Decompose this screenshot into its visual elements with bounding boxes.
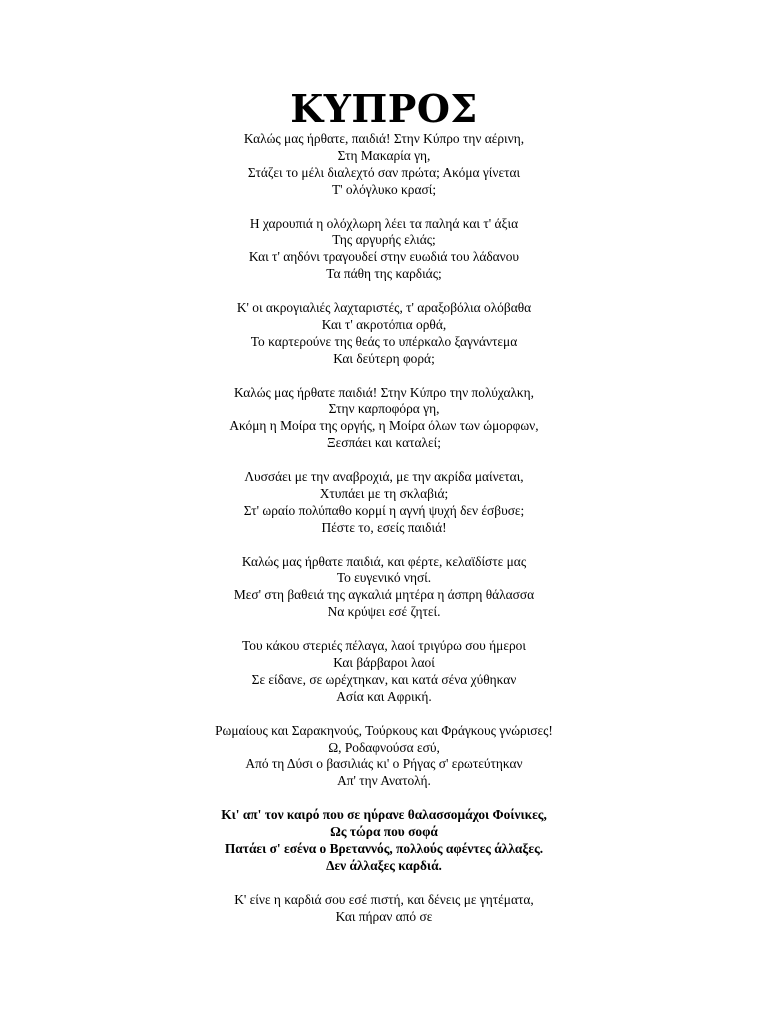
poem-line: Ξεσπάει και καταλεί; [327,435,441,451]
poem-line: Ρωμαίους και Σαρακηνούς, Τούρκους και Φράγκους γνώρισες! [215,722,553,738]
poem-line: Στάζει το μέλι διαλεχτό σαν πρώτα; Ακόμα γίνεται [247,164,521,180]
poem-stanza [0,723,768,791]
poem-line: Ακόμη η Μοίρα της οργής, η Μοίρα όλων των ώμορφων, [229,418,539,434]
poem-line: Από τη Δύσι ο βασιλιάς κι' ο Ρήγας σ' ερωτεύτηκαν [245,756,523,772]
poem-stanza [0,892,768,926]
poem-stanza [0,300,768,368]
poem-line: Το καρτερούνε της θεάς το υπέρκαλο ξαγνάντεμα [250,333,518,349]
poem-line: Και πήραν από σε [335,908,433,924]
poem-line: Και δεύτερη φορά; [333,350,435,366]
poem-line: Το ευγενικό νησί. [336,570,432,586]
poem-stanza [0,554,768,622]
poem-line: Ασία και Αφρική. [336,688,432,704]
poem-line: Και βάρβαροι λαοί [333,655,435,670]
poem-line: Τ' ολόγλυκο κρασί; [331,181,437,197]
poem-stanza [0,385,768,453]
poem-line: Καλώς μας ήρθατε παιδιά, και φέρτε, κελαϊδίστε μας [241,553,527,569]
poem-line: Τα πάθη της καρδιάς; [326,266,442,282]
poem-line: Πέστε το, εσείς παιδιά! [321,519,447,535]
poem-line: Να κρύψει εσέ ζητεί. [327,604,441,620]
poem-line: Στ' ωραίο πολύπαθο κορμί η αγνή ψυχή δεν έσβυσε; [243,502,525,518]
poem-line: Η χαρουπιά η ολόχλωρη λέει τα παληά και τ' άξια [249,215,519,231]
poem-line: Κ' οι ακρογιαλιές λαχταριστές, τ' αραξοβόλια ολόβαθα [236,300,532,316]
poem-line: Και τ' ακροτόπια ορθά, [321,316,447,332]
poem-line: Πατάει σ' εσένα ο Βρεταννός, πολλούς αφέντες άλλαξες. [224,840,544,856]
poem-line: Ω, Ροδαφνούσα εσύ, [328,739,440,755]
poem-stanza [0,216,768,284]
poem-line: Καλώς μας ήρθατε, παιδιά! Στην Κύπρο την αέρινη, [243,131,525,146]
poem-line: Κ' είνε η καρδιά σου εσέ πιστή, και δένεις με γητέματα, [234,891,534,907]
poem-stanza [0,131,768,199]
poem-line: Και τ' αηδόνι τραγουδεί στην ευωδιά του λάδανου [248,249,520,265]
poem-line: Του κάκου στεριές πέλαγα, λαοί τριγύρω σου ήμεροι [242,638,526,654]
poem-stanza [0,469,768,537]
poem-line: Ως τώρα που σοφά [330,824,438,840]
poem-line: Στην καρποφόρα γη, [328,401,440,417]
poem-line: Μεσ' στη βαθειά της αγκαλιά μητέρα η άσπρη θάλασσα [233,587,535,603]
poem-stanza [0,807,768,875]
poem-line: Στη Μακαρία γη, [337,147,431,163]
poem-line: Καλώς μας ήρθατε παιδιά! Στην Κύπρο την πολύχαλκη, [234,384,534,400]
poem-body [0,131,768,942]
poem-line: Της αργυρής ελιάς; [332,232,436,248]
poem-line: Σε είδανε, σε ωρέχτηκαν, και κατά σένα χύθηκαν [251,671,517,687]
poem-stanza [0,638,768,706]
poem-line: Κι' απ' τον καιρό που σε ηύρανε θαλασσομάχοι Φοίνικες, [221,807,547,823]
poem-line: Δεν άλλαξες καρδιά. [326,857,442,873]
poem-line: Λυσσάει με την αναβροχιά, με την ακρίδα μαίνεται, [244,469,524,485]
poem-line: Χτυπάει με τη σκλαβιά; [319,485,449,501]
poem-line: Απ' την Ανατολή. [337,773,431,789]
poem-title: ΚΥΠΡΟΣ [290,86,478,131]
